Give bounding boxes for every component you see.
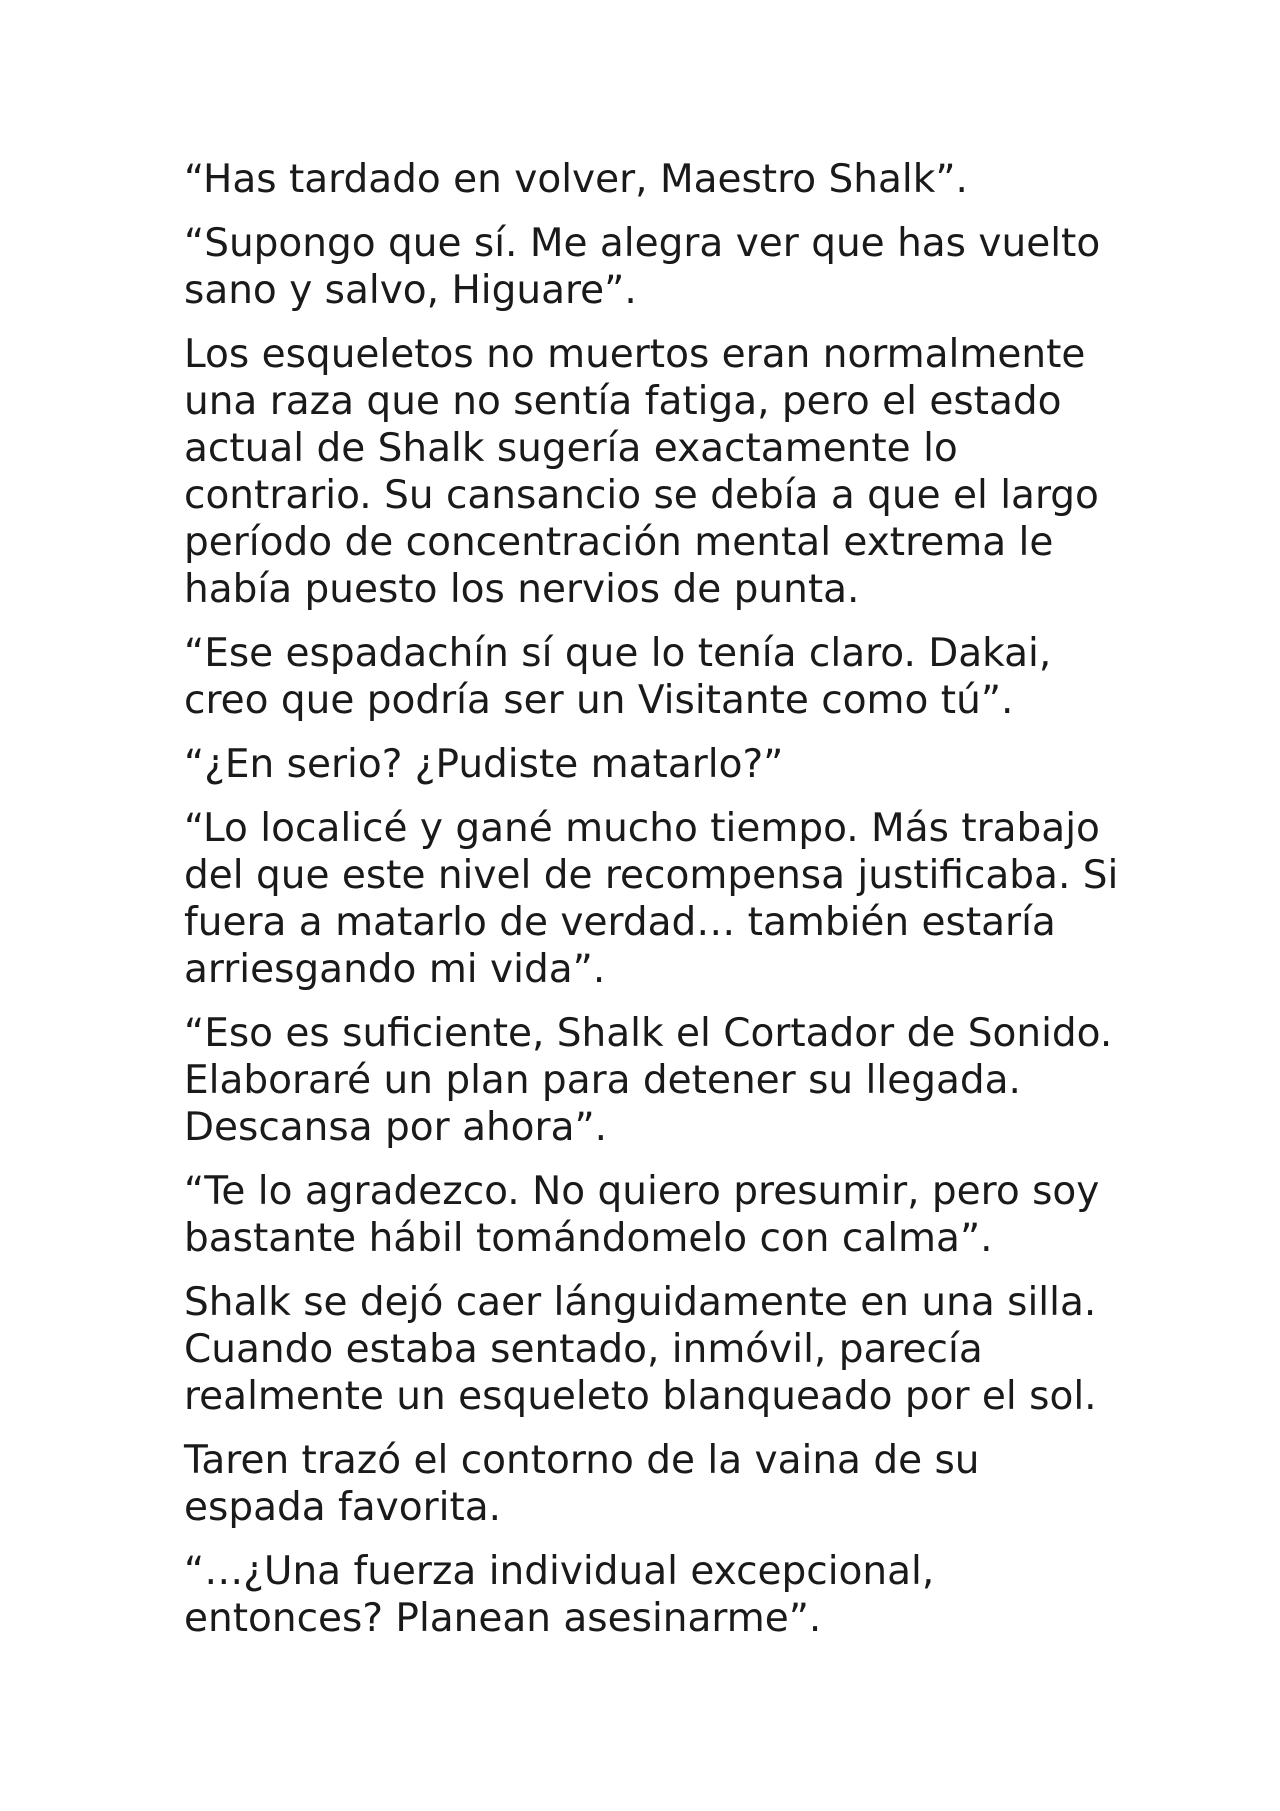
paragraph-3: Los esqueletos no muertos eran normalmente una raza que no sentía fatiga, pero el estado actual de Shalk sugería exactamente lo contrario. Su cansancio se debía a que el largo período de concentración mental extrema le había puesto los nervios de punta. — [184, 332, 1099, 612]
paragraph-9: Shalk se dejó caer lánguidamente en una silla. Cuando estaba sentado, inmóvil, parecía realmente un esqueleto blanqueado por el sol. — [184, 1280, 1097, 1419]
paragraph-1: “Has tardado en volver, Maestro Shalk”. — [184, 157, 968, 202]
paragraph-7: “Eso es suficiente, Shalk el Cortador de Sonido. Elaboraré un plan para detener su llegada. Descansa por ahora”. — [184, 1011, 1113, 1150]
paragraph-6: “Lo localicé y gané mucho tiempo. Más trabajo del que este nivel de recompensa justificaba. Si fuera a matarlo de verdad… también estaría arriesgando mi vida”. — [184, 806, 1119, 992]
paragraph-4: “Ese espadachín sí que lo tenía claro. Dakai, creo que podría ser un Visitante como tú”. — [184, 631, 1052, 723]
paragraph-2: “Supongo que sí. Me alegra ver que has vuelto sano y salvo, Higuare”. — [184, 221, 1101, 313]
paragraph-10: Taren trazó el contorno de la vaina de su espada favorita. — [184, 1438, 980, 1530]
document-page — [184, 156, 1124, 1659]
paragraph-8: “Te lo agradezco. No quiero presumir, pero soy bastante hábil tomándomelo con calma”. — [184, 1169, 1100, 1261]
paragraph-5: “¿En serio? ¿Pudiste matarlo?” — [184, 742, 784, 787]
paragraph-11: “…¿Una fuerza individual excepcional, entonces? Planean asesinarme”. — [184, 1549, 935, 1641]
